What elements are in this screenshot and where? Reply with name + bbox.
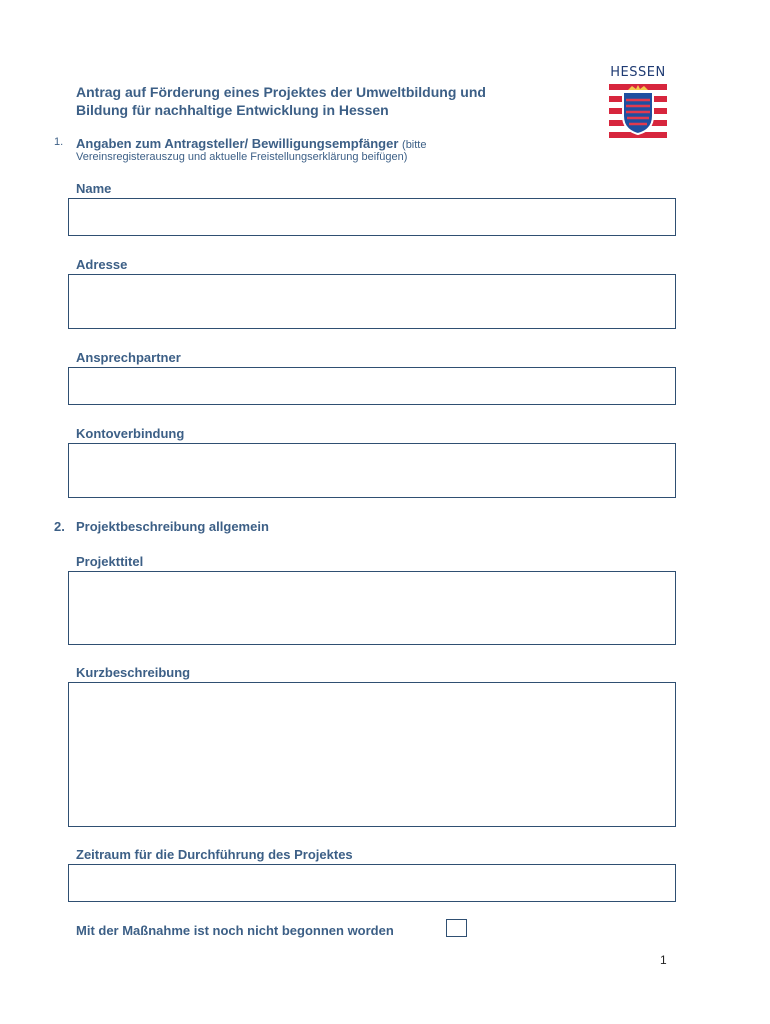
project-title-field[interactable] (68, 571, 676, 645)
not-started-checkbox[interactable] (446, 919, 467, 937)
section-1-heading (76, 136, 427, 151)
section-1-heading-text: Angaben zum Antragsteller/ Bewilligungsempfänger (76, 136, 399, 151)
contact-person-label: Ansprechpartner (76, 350, 181, 365)
not-started-label: Mit der Maßnahme ist noch nicht begonnen worden (76, 923, 394, 938)
address-field[interactable] (68, 274, 676, 329)
form-title-line1: Antrag auf Förderung eines Projektes der Umweltbildung und (76, 84, 486, 100)
logo-text: HESSEN (610, 65, 666, 80)
bank-details-label: Kontoverbindung (76, 426, 185, 441)
section-2-number: 2. (54, 519, 65, 534)
address-label: Adresse (76, 257, 128, 272)
name-field[interactable] (68, 198, 676, 236)
bank-details-field[interactable] (68, 443, 676, 498)
form-title (76, 83, 576, 119)
project-title-label: Projekttitel (76, 554, 144, 569)
section-2-heading (54, 519, 269, 534)
section-1-number: 1. (54, 136, 64, 148)
name-label: Name (76, 181, 112, 196)
page-number: 1 (660, 953, 667, 967)
period-field[interactable] (68, 864, 676, 902)
contact-person-field[interactable] (68, 367, 676, 405)
period-label: Zeitraum für die Durchführung des Projektes (76, 847, 353, 862)
summary-field[interactable] (68, 682, 676, 827)
section-1-note: Vereinsregisterauszug und aktuelle Freistellungserklärung beifügen) (76, 151, 408, 163)
form-title-line2: Bildung für nachhaltige Entwicklung in Hessen (76, 102, 389, 118)
section-2-heading-text: Projektbeschreibung allgemein (76, 519, 269, 534)
section-1-note-start: (bitte (402, 139, 427, 151)
hessen-logo (606, 66, 670, 138)
summary-label: Kurzbeschreibung (76, 665, 191, 680)
hessen-coat-of-arms-icon (609, 84, 667, 138)
